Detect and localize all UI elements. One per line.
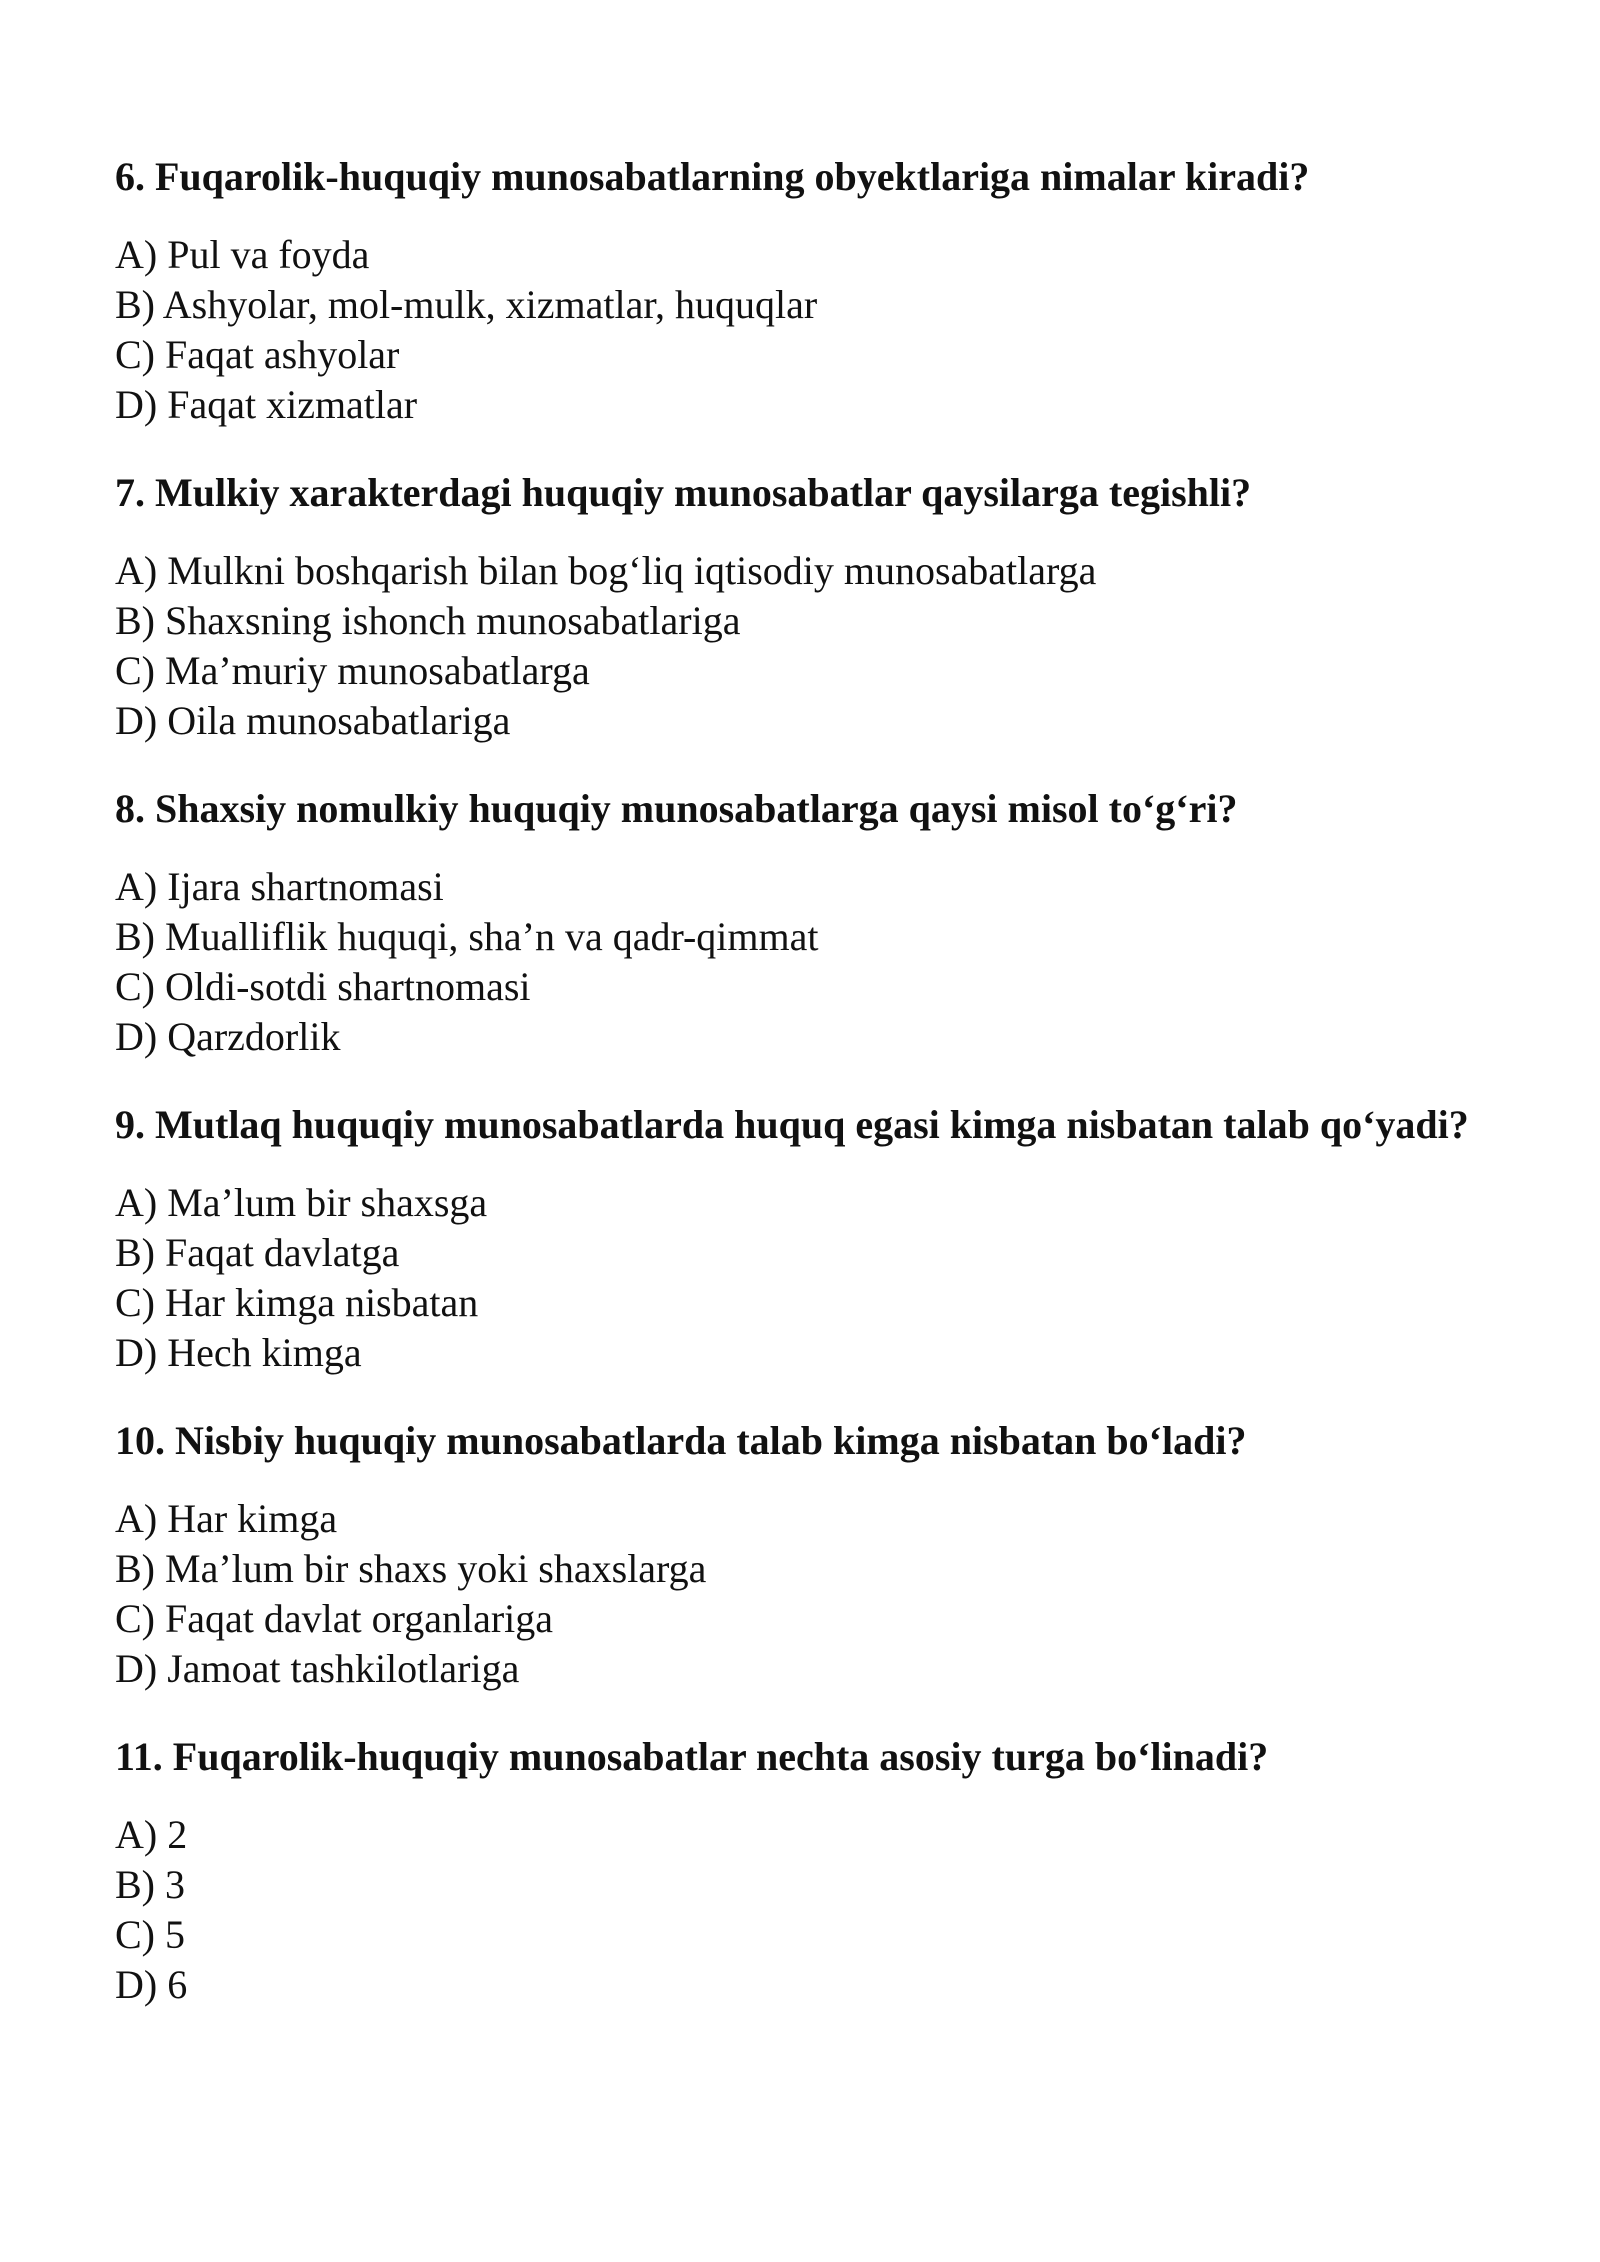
option-c: C) Har kimga nisbatan xyxy=(115,1280,479,1325)
option-b: B) Ma’lum bir shaxs yoki shaxslarga xyxy=(115,1546,707,1591)
option-b: B) Mualliflik huquqi, sha’n va qadr-qimmat xyxy=(115,914,819,959)
option-c: C) 5 xyxy=(115,1912,185,1957)
question-6 xyxy=(115,152,1505,430)
option-d: D) Hech kimga xyxy=(115,1330,362,1375)
option-b: B) 3 xyxy=(115,1862,185,1907)
answer-options xyxy=(115,1178,1505,1378)
question-title: 7. Mulkiy xarakterdagi huquqiy munosabatlar qaysilarga tegishli? xyxy=(115,470,1252,515)
option-d: D) Oila munosabatlariga xyxy=(115,698,511,743)
option-a: A) Pul va foyda xyxy=(115,232,370,277)
answer-options xyxy=(115,862,1505,1062)
option-a: A) Mulkni boshqarish bilan bog‘liq iqtisodiy munosabatlarga xyxy=(115,548,1097,593)
question-9 xyxy=(115,1100,1505,1378)
option-c: C) Ma’muriy munosabatlarga xyxy=(115,648,590,693)
option-d: D) Jamoat tashkilotlariga xyxy=(115,1646,520,1691)
option-c: C) Oldi-sotdi shartnomasi xyxy=(115,964,531,1009)
question-title: 11. Fuqarolik-huquqiy munosabatlar nechta asosiy turga bo‘linadi? xyxy=(115,1734,1269,1779)
option-d: D) Faqat xizmatlar xyxy=(115,382,418,427)
answer-options xyxy=(115,546,1505,746)
option-a: A) Har kimga xyxy=(115,1496,338,1541)
option-a: A) Ma’lum bir shaxsga xyxy=(115,1180,488,1225)
question-11 xyxy=(115,1732,1505,2010)
answer-options xyxy=(115,1810,1505,2010)
question-8 xyxy=(115,784,1505,1062)
option-a: A) 2 xyxy=(115,1812,188,1857)
question-title: 10. Nisbiy huquqiy munosabatlarda talab kimga nisbatan bo‘ladi? xyxy=(115,1418,1247,1463)
option-d: D) Qarzdorlik xyxy=(115,1014,341,1059)
question-title: 6. Fuqarolik-huquqiy munosabatlarning obyektlariga nimalar kiradi? xyxy=(115,154,1310,199)
question-7 xyxy=(115,468,1505,746)
option-c: C) Faqat davlat organlariga xyxy=(115,1596,554,1641)
question-10 xyxy=(115,1416,1505,1694)
option-a: A) Ijara shartnomasi xyxy=(115,864,444,909)
answer-options xyxy=(115,230,1505,430)
answer-options xyxy=(115,1494,1505,1694)
question-title: 8. Shaxsiy nomulkiy huquqiy munosabatlarga qaysi misol to‘g‘ri? xyxy=(115,786,1238,831)
option-c: C) Faqat ashyolar xyxy=(115,332,400,377)
option-d: D) 6 xyxy=(115,1962,188,2007)
document-page xyxy=(115,152,1505,2010)
option-b: B) Shaxsning ishonch munosabatlariga xyxy=(115,598,741,643)
option-b: B) Ashyolar, mol-mulk, xizmatlar, huquqlar xyxy=(115,282,818,327)
option-b: B) Faqat davlatga xyxy=(115,1230,400,1275)
question-title: 9. Mutlaq huquqiy munosabatlarda huquq egasi kimga nisbatan talab qo‘yadi? xyxy=(115,1102,1469,1147)
